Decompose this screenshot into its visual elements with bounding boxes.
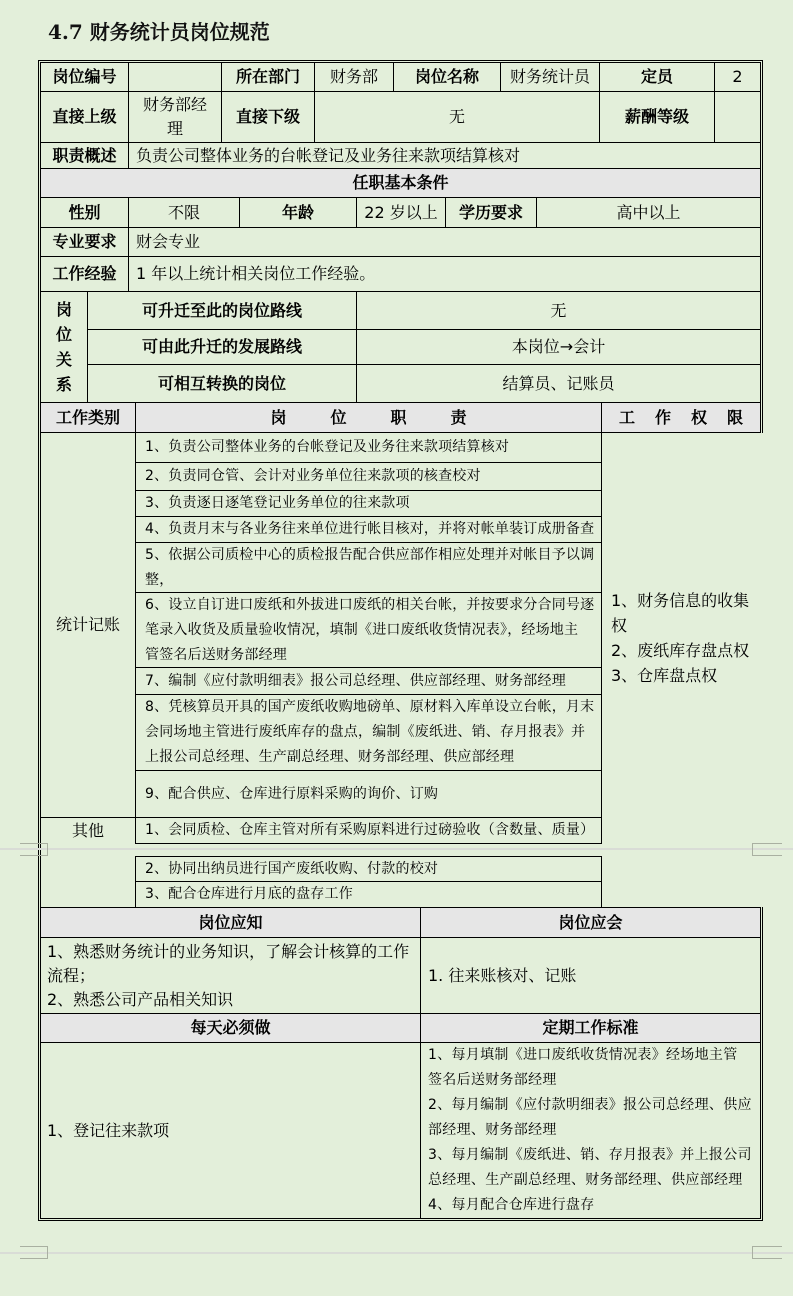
direct-superior-label: 直接上级 [40, 91, 129, 143]
page-corner-mark-right [752, 1246, 782, 1259]
job-knowledge-cell [40, 937, 421, 1014]
age-label: 年龄 [239, 197, 357, 228]
job-skills-cell [420, 937, 761, 1014]
relation-row-label: 可升迁至此的岗位路线 [87, 291, 357, 330]
gender-value: 不限 [128, 197, 240, 228]
duty-item [135, 770, 602, 818]
duties-header: 岗位职责 [270, 407, 511, 427]
job-knowledge-line: 2、熟悉公司产品相关知识 [47, 989, 234, 1009]
duty-item [135, 462, 602, 491]
position-name-value: 财务统计员 [500, 62, 600, 92]
age-value: 22 岁以上 [356, 197, 446, 228]
category-header: 工作类别 [40, 402, 136, 433]
duty-item [135, 667, 602, 695]
authority-item: 1、财务信息的收集权 [611, 591, 750, 635]
page-corner-mark-left [20, 1246, 48, 1259]
salary-grade-value [714, 91, 761, 143]
job-knowledge-line: 流程； [47, 965, 96, 985]
page-corner-mark-left [20, 843, 48, 856]
duty-item [135, 516, 602, 543]
periodic-standard-line: 3、每月编制《废纸进、销、存月报表》并上报公司 [428, 1147, 752, 1163]
qualifications-header: 任职基本条件 [40, 168, 761, 198]
direct-subordinate-label: 直接下级 [221, 91, 315, 143]
duty-item-line: 8、凭核算员开具的国产废纸收购地磅单、原材料入库单设立台帐，月末 [145, 699, 595, 715]
duty-item [135, 817, 602, 844]
page-bottom-line [0, 1252, 793, 1254]
duty-summary-label: 职责概述 [40, 142, 129, 169]
experience-value: 1 年以上统计相关岗位工作经验。 [128, 256, 761, 292]
job-skills-header: 岗位应会 [420, 907, 761, 938]
periodic-standards-header: 定期工作标准 [420, 1013, 761, 1043]
daily-task-item: 1、登记往来款项 [47, 1120, 170, 1140]
duty-item-line: 9、配合供应、仓库进行原料采购的询价、订购 [145, 785, 439, 802]
duty-item-line: 2、协同出纳员进行国产废纸收购、付款的校对 [145, 860, 439, 877]
headcount-value: 2 [714, 62, 761, 92]
periodic-standard-line: 总经理、生产副总经理、财务部经理、供应部经理 [428, 1172, 743, 1188]
duty-item-line: 会同场地主管进行废纸库存的盘点，编制《废纸进、销、存月报表》并 [145, 724, 586, 740]
relations-cell [40, 291, 88, 403]
relations-label: 岗位关系 [55, 300, 72, 394]
relation-row-label: 可由此升迁的发展路线 [87, 329, 357, 365]
position-name-label: 岗位名称 [393, 62, 501, 92]
duty-item-line: 笔录入收货及质量验收情况，填制《进口废纸收货情况表》，经场地主 [145, 621, 579, 638]
periodic-standard-line: 4、每月配合仓库进行盘存 [428, 1197, 595, 1213]
periodic-standards-cell [420, 1042, 761, 1219]
duty-item-line: 3、负责逐日逐笔登记业务单位的往来款项 [145, 495, 410, 511]
duties-header-cell [135, 402, 602, 433]
duty-item [135, 432, 602, 463]
daily-tasks-cell [40, 1042, 421, 1219]
page-break-line [0, 848, 793, 850]
daily-tasks-header: 每天必须做 [40, 1013, 421, 1043]
duty-item [135, 542, 602, 593]
relation-row-value: 结算员、记账员 [356, 364, 761, 403]
duty-summary-value: 负责公司整体业务的台帐登记及业务往来款项结算核对 [128, 142, 761, 169]
gender-label: 性别 [40, 197, 129, 228]
duty-item [135, 490, 602, 517]
page-title: 4.7 财务统计员岗位规范 [48, 20, 270, 44]
education-value: 高中以上 [536, 197, 761, 228]
category-cell: 统计记账 [40, 432, 136, 818]
salary-grade-label: 薪酬等级 [599, 91, 715, 143]
periodic-standard-line: 1、每月填制《进口废纸收货情况表》经场地主管 [428, 1047, 738, 1063]
major-value: 财会专业 [128, 227, 761, 257]
duty-item [135, 856, 602, 882]
education-label: 学历要求 [445, 197, 537, 228]
job-knowledge-header: 岗位应知 [40, 907, 421, 938]
job-skills-item: 1. 往来账核对、记账 [428, 965, 577, 985]
duty-item-line: 6、设立自订进口废纸和外拔进口废纸的相关台帐，并按要求分合同号逐 [145, 596, 595, 613]
position-code-value [128, 62, 222, 92]
duty-item-line: 3、配合仓库进行月底的盘存工作 [145, 886, 353, 902]
duty-item-line: 7、编制《应付款明细表》报公司总经理、供应部经理、财务部经理 [145, 672, 566, 689]
direct-subordinate-value: 无 [314, 91, 600, 143]
periodic-standard-line: 2、每月编制《应付款明细表》报公司总经理、供应 [428, 1097, 752, 1113]
direct-superior-cell [128, 91, 222, 143]
direct-superior-value: 财务部经理 [142, 95, 207, 138]
relation-row-value: 无 [356, 291, 761, 330]
job-knowledge-line: 1、熟悉财务统计的业务知识，了解会计核算的工作 [47, 941, 410, 961]
experience-label: 工作经验 [40, 256, 129, 292]
position-code-label: 岗位编号 [40, 62, 129, 92]
category-cell: 其他 [40, 817, 136, 844]
page-corner-mark-right [752, 843, 782, 856]
authority-header: 工作权限 [619, 407, 764, 427]
duty-item [135, 881, 602, 908]
authority-item: 3、仓库盘点权 [611, 666, 718, 685]
duty-item-line: 4、负责月末与各业务往来单位进行帐目核对，并将对帐单装订成册备查 [145, 521, 595, 537]
authority-cell [601, 432, 761, 844]
duty-item [135, 694, 602, 771]
duty-item-line: 1、负责公司整体业务的台帐登记及业务往来款项结算核对 [145, 439, 510, 455]
periodic-standard-line: 部经理、财务部经理 [428, 1122, 557, 1138]
relation-row-value: 本岗位→会计 [356, 329, 761, 365]
duty-item [135, 592, 602, 668]
authority-item: 2、废纸库存盘点权 [611, 641, 750, 660]
duty-item-line: 2、负责同仓管、会计对业务单位往来款项的核查校对 [145, 468, 481, 484]
duty-item-line: 5、依据公司质检中心的质检报告配合供应部作相应处理并对帐目予以调 [145, 546, 595, 563]
duty-item-line: 1、会同质检、仓库主管对所有采购原料进行过磅验收（含数量、质量） [145, 822, 595, 838]
relation-row-label: 可相互转换的岗位 [87, 364, 357, 403]
department-value: 财务部 [314, 62, 394, 92]
department-label: 所在部门 [221, 62, 315, 92]
periodic-standard-line: 签名后送财务部经理 [428, 1072, 557, 1088]
duty-item-line: 整， [145, 571, 174, 588]
duty-item-line: 上报公司总经理、生产副总经理、财务部经理、供应部经理 [145, 749, 515, 765]
authority-header-cell [601, 402, 764, 433]
duty-item-line: 管签名后送财务部经理 [145, 646, 287, 663]
headcount-label: 定员 [599, 62, 715, 92]
major-label: 专业要求 [40, 227, 129, 257]
